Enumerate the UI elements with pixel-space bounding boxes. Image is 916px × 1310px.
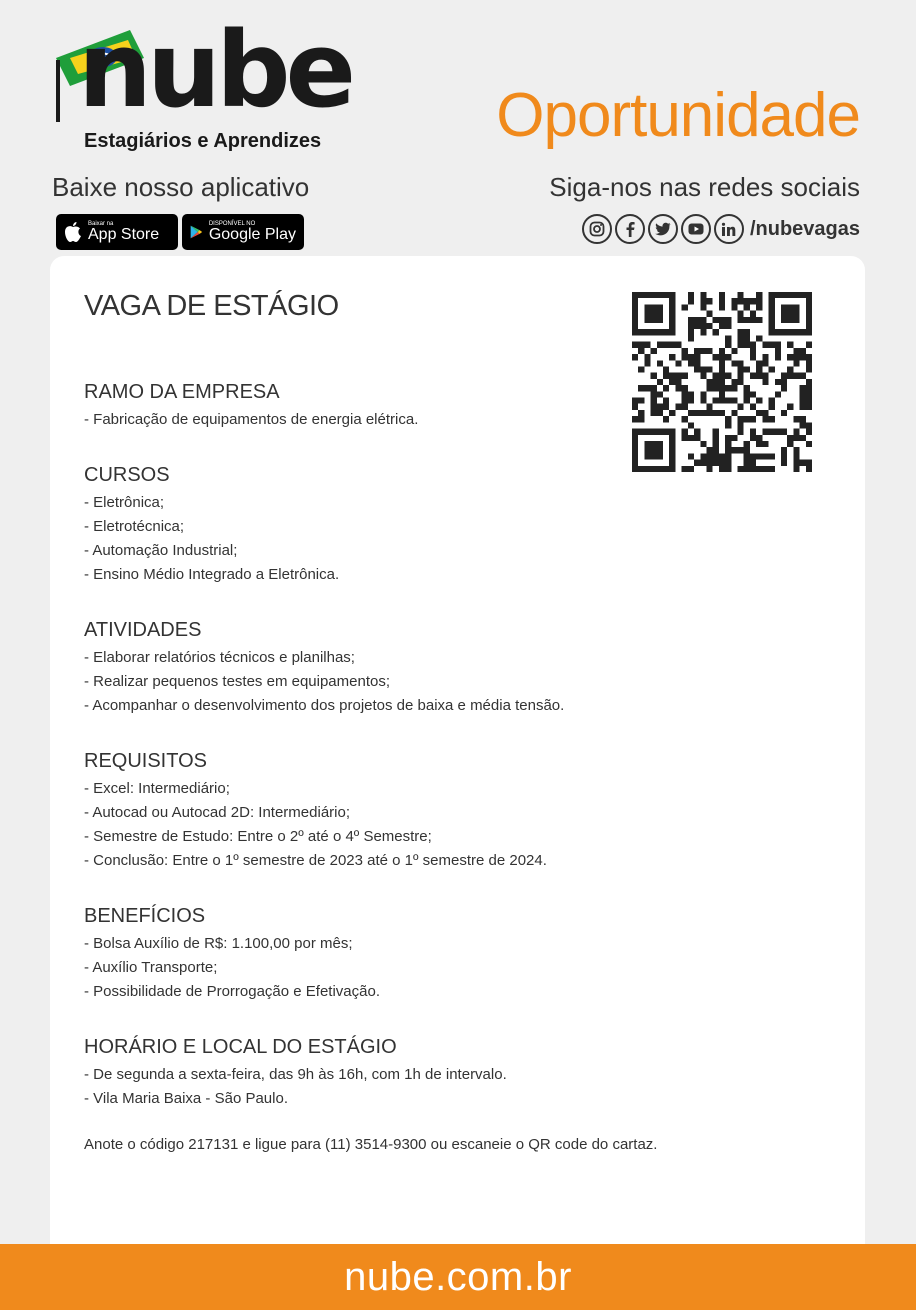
section-heading: ATIVIDADES bbox=[84, 619, 202, 641]
youtube-icon[interactable] bbox=[681, 214, 711, 244]
social-label: Siga-nos nas redes sociais bbox=[549, 172, 860, 202]
app-store-small-text: Baixar na bbox=[88, 221, 114, 227]
google-play-badge[interactable] bbox=[182, 214, 304, 250]
section-line: - Possibilidade de Prorrogação e Efetivação. bbox=[84, 983, 381, 1000]
google-play-icon bbox=[190, 221, 203, 243]
section-line: - Autocad ou Autocad 2D: Intermediário; bbox=[84, 804, 350, 821]
nube-logo bbox=[52, 9, 352, 156]
section-line: - Excel: Intermediário; bbox=[84, 780, 230, 797]
section-line: - Semestre de Estudo: Entre o 2º até o 4º Semestre; bbox=[84, 828, 432, 845]
section-heading: HORÁRIO E LOCAL DO ESTÁGIO bbox=[84, 1036, 397, 1058]
section-line: - Bolsa Auxílio de R$: 1.100,00 por mês; bbox=[84, 935, 353, 952]
job-section bbox=[84, 618, 824, 718]
job-section bbox=[84, 380, 824, 432]
instagram-icon[interactable] bbox=[582, 214, 612, 244]
section-line: - Elaborar relatórios técnicos e planilhas; bbox=[84, 649, 355, 666]
section-heading: REQUISITOS bbox=[84, 750, 207, 772]
section-heading: RAMO DA EMPRESA bbox=[84, 381, 280, 403]
section-line: - Realizar pequenos testes em equipamentos; bbox=[84, 673, 391, 690]
section-heading: CURSOS bbox=[84, 464, 170, 486]
section-heading: BENEFÍCIOS bbox=[84, 905, 206, 927]
google-play-small-text: DISPONÍVEL NO bbox=[208, 221, 256, 227]
job-sections bbox=[84, 380, 824, 1142]
footer-bar bbox=[0, 1244, 916, 1310]
section-line: - Auxílio Transporte; bbox=[84, 959, 218, 976]
job-section bbox=[84, 1035, 824, 1111]
job-card bbox=[50, 256, 865, 1256]
logo-wordmark: nube bbox=[78, 9, 352, 131]
google-play-text: Google Play bbox=[208, 226, 296, 243]
job-section bbox=[84, 749, 824, 873]
twitter-icon[interactable] bbox=[648, 214, 678, 244]
job-section bbox=[84, 904, 824, 1004]
section-line: - De segunda a sexta-feira, das 9h às 16h, com 1h de intervalo. bbox=[84, 1066, 507, 1083]
apple-icon bbox=[64, 221, 82, 243]
contact-note: Anote o código 217131 e ligue para (11) 3514-9300 ou escaneie o QR code do cartaz. bbox=[84, 1136, 658, 1153]
social-handle[interactable]: /nubevagas bbox=[749, 217, 860, 240]
section-line: - Eletrônica; bbox=[84, 494, 165, 511]
section-line: - Acompanhar o desenvolvimento dos projetos de baixa e média tensão. bbox=[84, 697, 565, 714]
section-line: - Eletrotécnica; bbox=[84, 518, 185, 535]
job-section bbox=[84, 463, 824, 587]
section-line: - Automação Industrial; bbox=[84, 542, 238, 559]
app-download-label: Baixe nosso aplicativo bbox=[52, 172, 310, 202]
website-link[interactable]: nube.com.br bbox=[344, 1254, 572, 1299]
section-line: - Fabricação de equipamentos de energia elétrica. bbox=[84, 411, 419, 428]
section-line: - Ensino Médio Integrado a Eletrônica. bbox=[84, 566, 340, 583]
section-line: - Vila Maria Baixa - São Paulo. bbox=[84, 1090, 288, 1107]
job-title: VAGA DE ESTÁGIO bbox=[84, 290, 339, 322]
facebook-icon[interactable] bbox=[615, 214, 645, 244]
logo-tagline: Estagiários e Aprendizes bbox=[84, 130, 322, 152]
section-line: - Conclusão: Entre o 1º semestre de 2023 até o 1º semestre de 2024. bbox=[84, 852, 547, 869]
headline: Oportunidade bbox=[496, 81, 860, 150]
social-links bbox=[582, 214, 860, 244]
app-store-badge[interactable] bbox=[56, 214, 178, 250]
app-store-text: App Store bbox=[88, 226, 160, 243]
linkedin-icon[interactable] bbox=[714, 214, 744, 244]
